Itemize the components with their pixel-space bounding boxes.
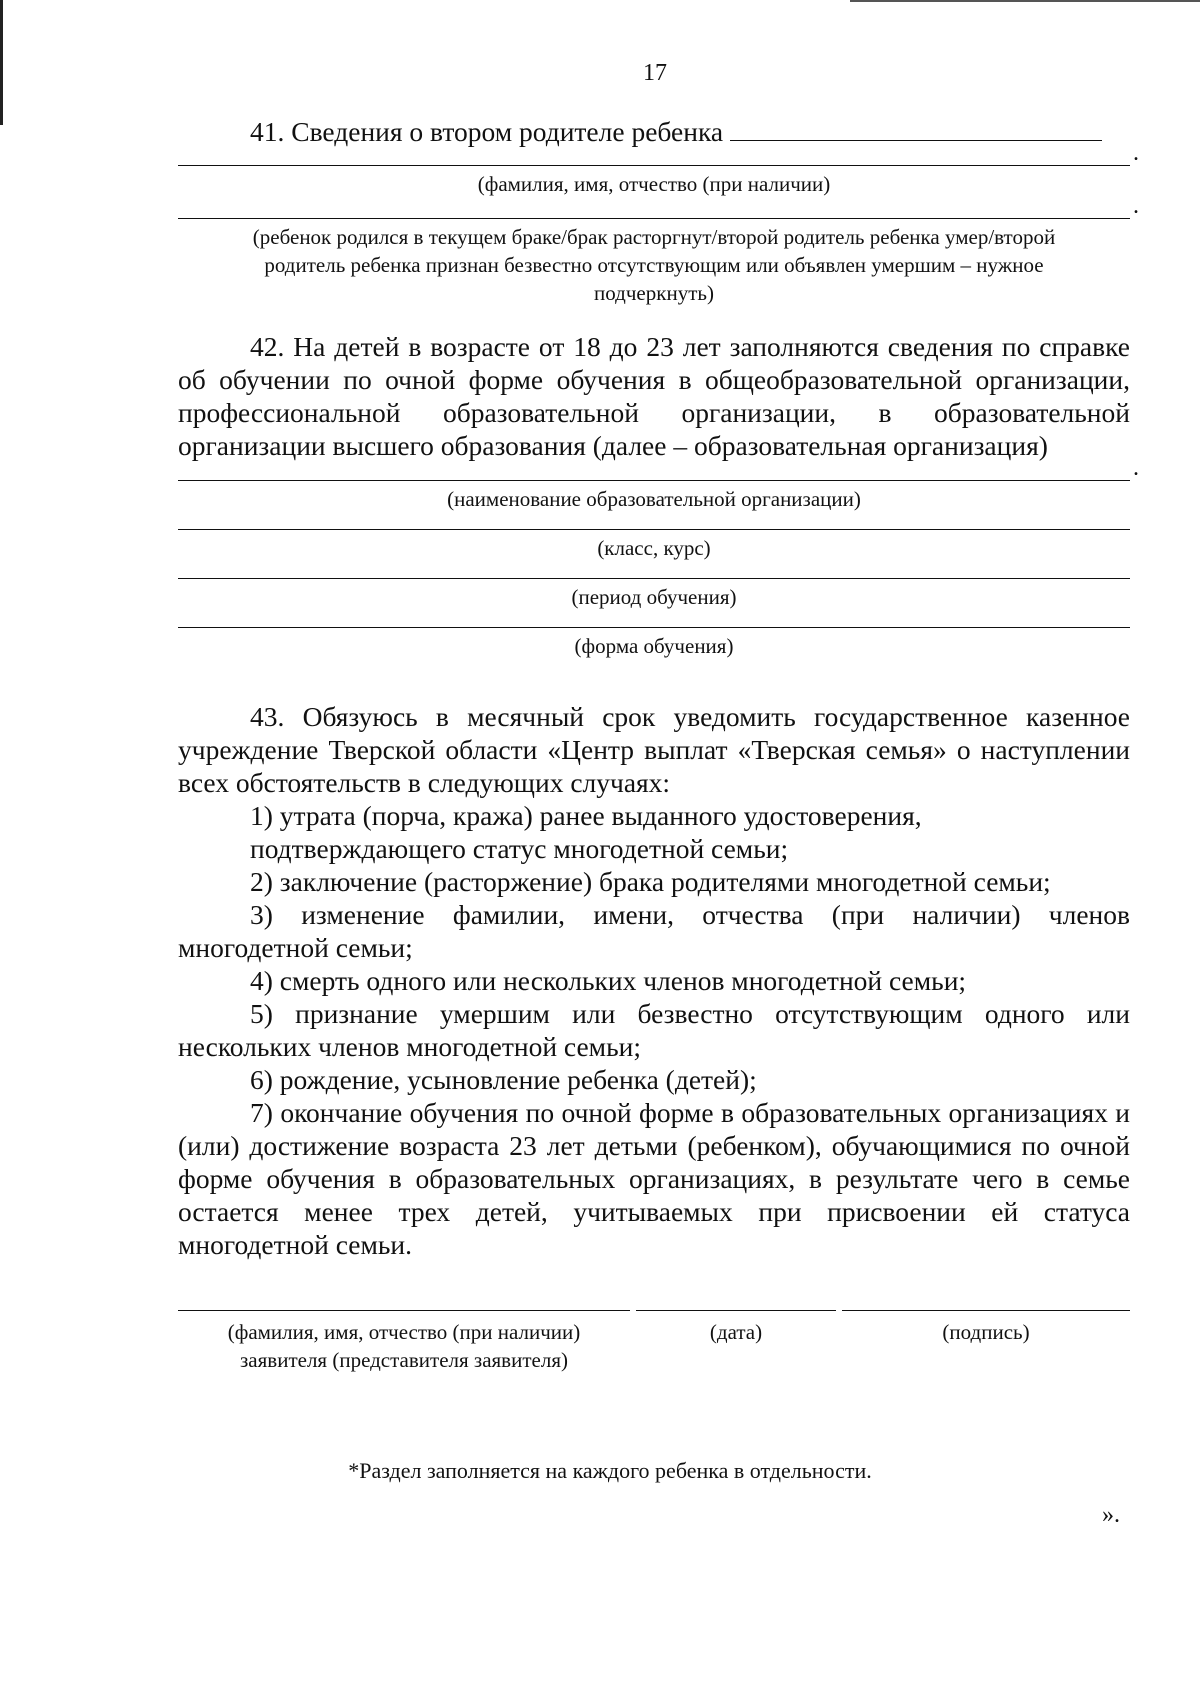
caption-signature: (подпись) [942, 1320, 1030, 1344]
input-line-org-name[interactable] [178, 480, 1130, 481]
list-item-2: 2) заключение (расторжение) брака родителями многодетной семьи; [250, 866, 1051, 897]
caption-form: (форма обучения) [574, 634, 734, 658]
input-line-class[interactable] [178, 529, 1130, 530]
list-item-5: 5) признание умершим или безвестно отсутствующим одного или нескольких членов многодетной семьи; [178, 998, 1130, 1062]
input-line-applicant-fio[interactable] [178, 1310, 630, 1311]
section-43 [178, 700, 1130, 1261]
caption-status-line-2: родитель ребенка признан безвестно отсутствующим или объявлен умершим – нужное [264, 253, 1044, 277]
list-item-1b: подтверждающего статус многодетной семьи; [250, 833, 789, 864]
input-line-date[interactable] [636, 1310, 836, 1311]
section-41-heading: 41. Сведения о втором родителе ребенка [178, 115, 1130, 148]
caption-class: (класс, курс) [597, 536, 711, 560]
caption-applicant: (фамилия, имя, отчество (при наличии) заявителя (представителя заявителя) [227, 1320, 581, 1372]
list-item-4: 4) смерть одного или нескольких членов многодетной семьи; [250, 965, 967, 996]
page-edge-mark-top [850, 0, 1200, 2]
input-line-form[interactable] [178, 627, 1130, 628]
input-line-second-parent-fio[interactable] [178, 165, 1130, 166]
caption-org-name: (наименование образовательной организации) [447, 487, 861, 511]
section-43-intro: 43. Обязуюсь в месячный срок уведомить государственное казенное учреждение Тверской области «Центр выплат «Тверская семья» о наступлении всех обстоятельств в следующих случаях: [178, 701, 1130, 798]
input-line-second-parent[interactable] [730, 140, 1102, 141]
section-42 [178, 330, 1130, 660]
input-line-second-parent-status[interactable] [178, 218, 1130, 219]
caption-period: (период обучения) [571, 585, 737, 609]
closing-quote: ». [1102, 1502, 1120, 1528]
caption-fio: (фамилия, имя, отчество (при наличии) [477, 172, 831, 196]
input-line-signature[interactable] [842, 1310, 1130, 1311]
list-item-6: 6) рождение, усыновление ребенка (детей); [250, 1064, 757, 1095]
page-number: 17 [643, 60, 667, 86]
signature-block [178, 1310, 1130, 1400]
footnote: *Раздел заполняется на каждого ребенка в отдельности. [348, 1458, 872, 1483]
list-item-7: 7) окончание обучения по очной форме в образовательных организациях и (или) достижение возраста 23 лет детьми (ребенком), обучающимися по очной форме обучения в образовательных организациях, в результате чего в семье остается менее трех детей, учитываемых при присвоении ей статуса многодетной семьи. [178, 1097, 1130, 1260]
caption-status-line-1: (ребенок родился в текущем браке/брак расторгнут/второй родитель ребенка умер/второй [252, 225, 1056, 249]
list-item-1a: 1) утрата (порча, кража) ранее выданного удостоверения, [250, 800, 922, 831]
caption-status-line-3: подчеркнуть) [594, 281, 714, 305]
input-line-period[interactable] [178, 578, 1130, 579]
caption-date: (дата) [709, 1320, 763, 1344]
section-41 [178, 115, 1130, 307]
section-42-text: 42. На детей в возрасте от 18 до 23 лет заполняются сведения по справке об обучении по очной форме обучения в общеобразовательной организации, профессиональной образовательной организации, в образовательной организации высшего образования (далее – образовательная организация) [178, 331, 1130, 461]
list-item-3: 3) изменение фамилии, имени, отчества (при наличии) членов многодетной семьи; [178, 899, 1130, 963]
